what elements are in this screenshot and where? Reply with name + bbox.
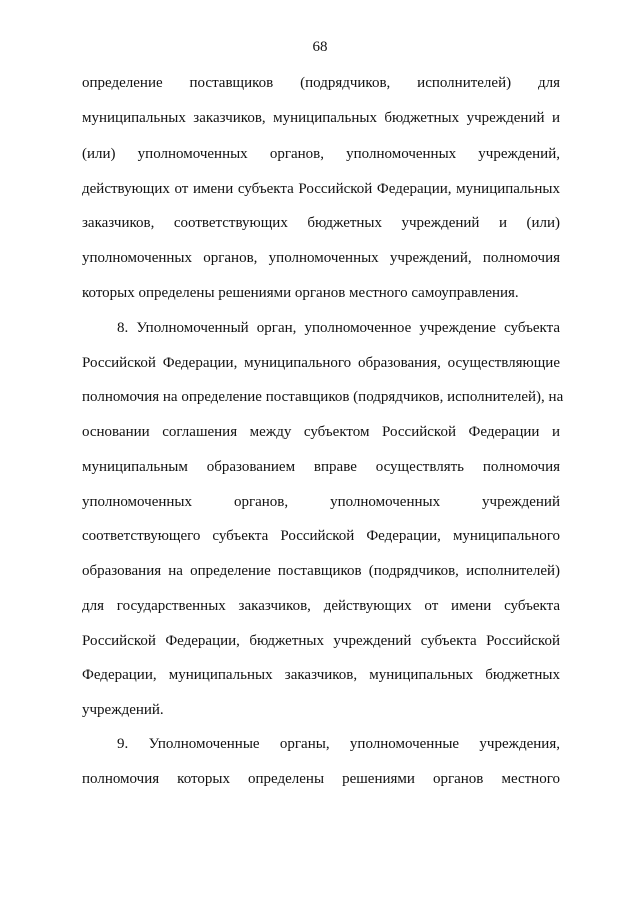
text-line: уполномоченных органов, уполномоченных учреждений xyxy=(82,494,560,510)
text-line: Федерации, муниципальных заказчиков, муниципальных бюджетных xyxy=(82,667,560,683)
text-line: основании соглашения между субъектом Российской Федерации и xyxy=(82,424,560,440)
text-line: образования на определение поставщиков (подрядчиков, исполнителей) xyxy=(82,563,560,579)
text-line: заказчиков, соответствующих бюджетных учреждений и (или) xyxy=(82,215,560,231)
text-line: соответствующего субъекта Российской Федерации, муниципального xyxy=(82,528,560,544)
text-line: муниципальным образованием вправе осуществлять полномочия xyxy=(82,459,560,475)
text-line: уполномоченных органов, уполномоченных учреждений, полномочия xyxy=(82,250,560,266)
text-line: полномочия на определение поставщиков (подрядчиков, исполнителей), на xyxy=(82,389,564,405)
text-line: Российской Федерации, муниципального образования, осуществляющие xyxy=(82,355,560,371)
text-line: действующих от имени субъекта Российской Федерации, муниципальных xyxy=(82,181,560,197)
text-line: для государственных заказчиков, действующих от имени субъекта xyxy=(82,598,560,614)
paragraph-9-first-line: 9. Уполномоченные органы, уполномоченные учреждения, xyxy=(117,736,560,752)
text-line: учреждений. xyxy=(82,702,164,718)
text-line: полномочия которых определены решениями органов местного xyxy=(82,771,560,787)
text-line: Российской Федерации, бюджетных учреждений субъекта Российской xyxy=(82,633,560,649)
paragraph-8-first-line: 8. Уполномоченный орган, уполномоченное учреждение субъекта xyxy=(117,320,560,336)
text-line: определение поставщиков (подрядчиков, исполнителей) для xyxy=(82,75,560,91)
text-line: которых определены решениями органов местного самоуправления. xyxy=(82,285,519,301)
page-number: 68 xyxy=(312,39,328,55)
text-line: муниципальных заказчиков, муниципальных бюджетных учреждений и xyxy=(82,110,560,126)
text-line: (или) уполномоченных органов, уполномоченных учреждений, xyxy=(82,146,560,162)
